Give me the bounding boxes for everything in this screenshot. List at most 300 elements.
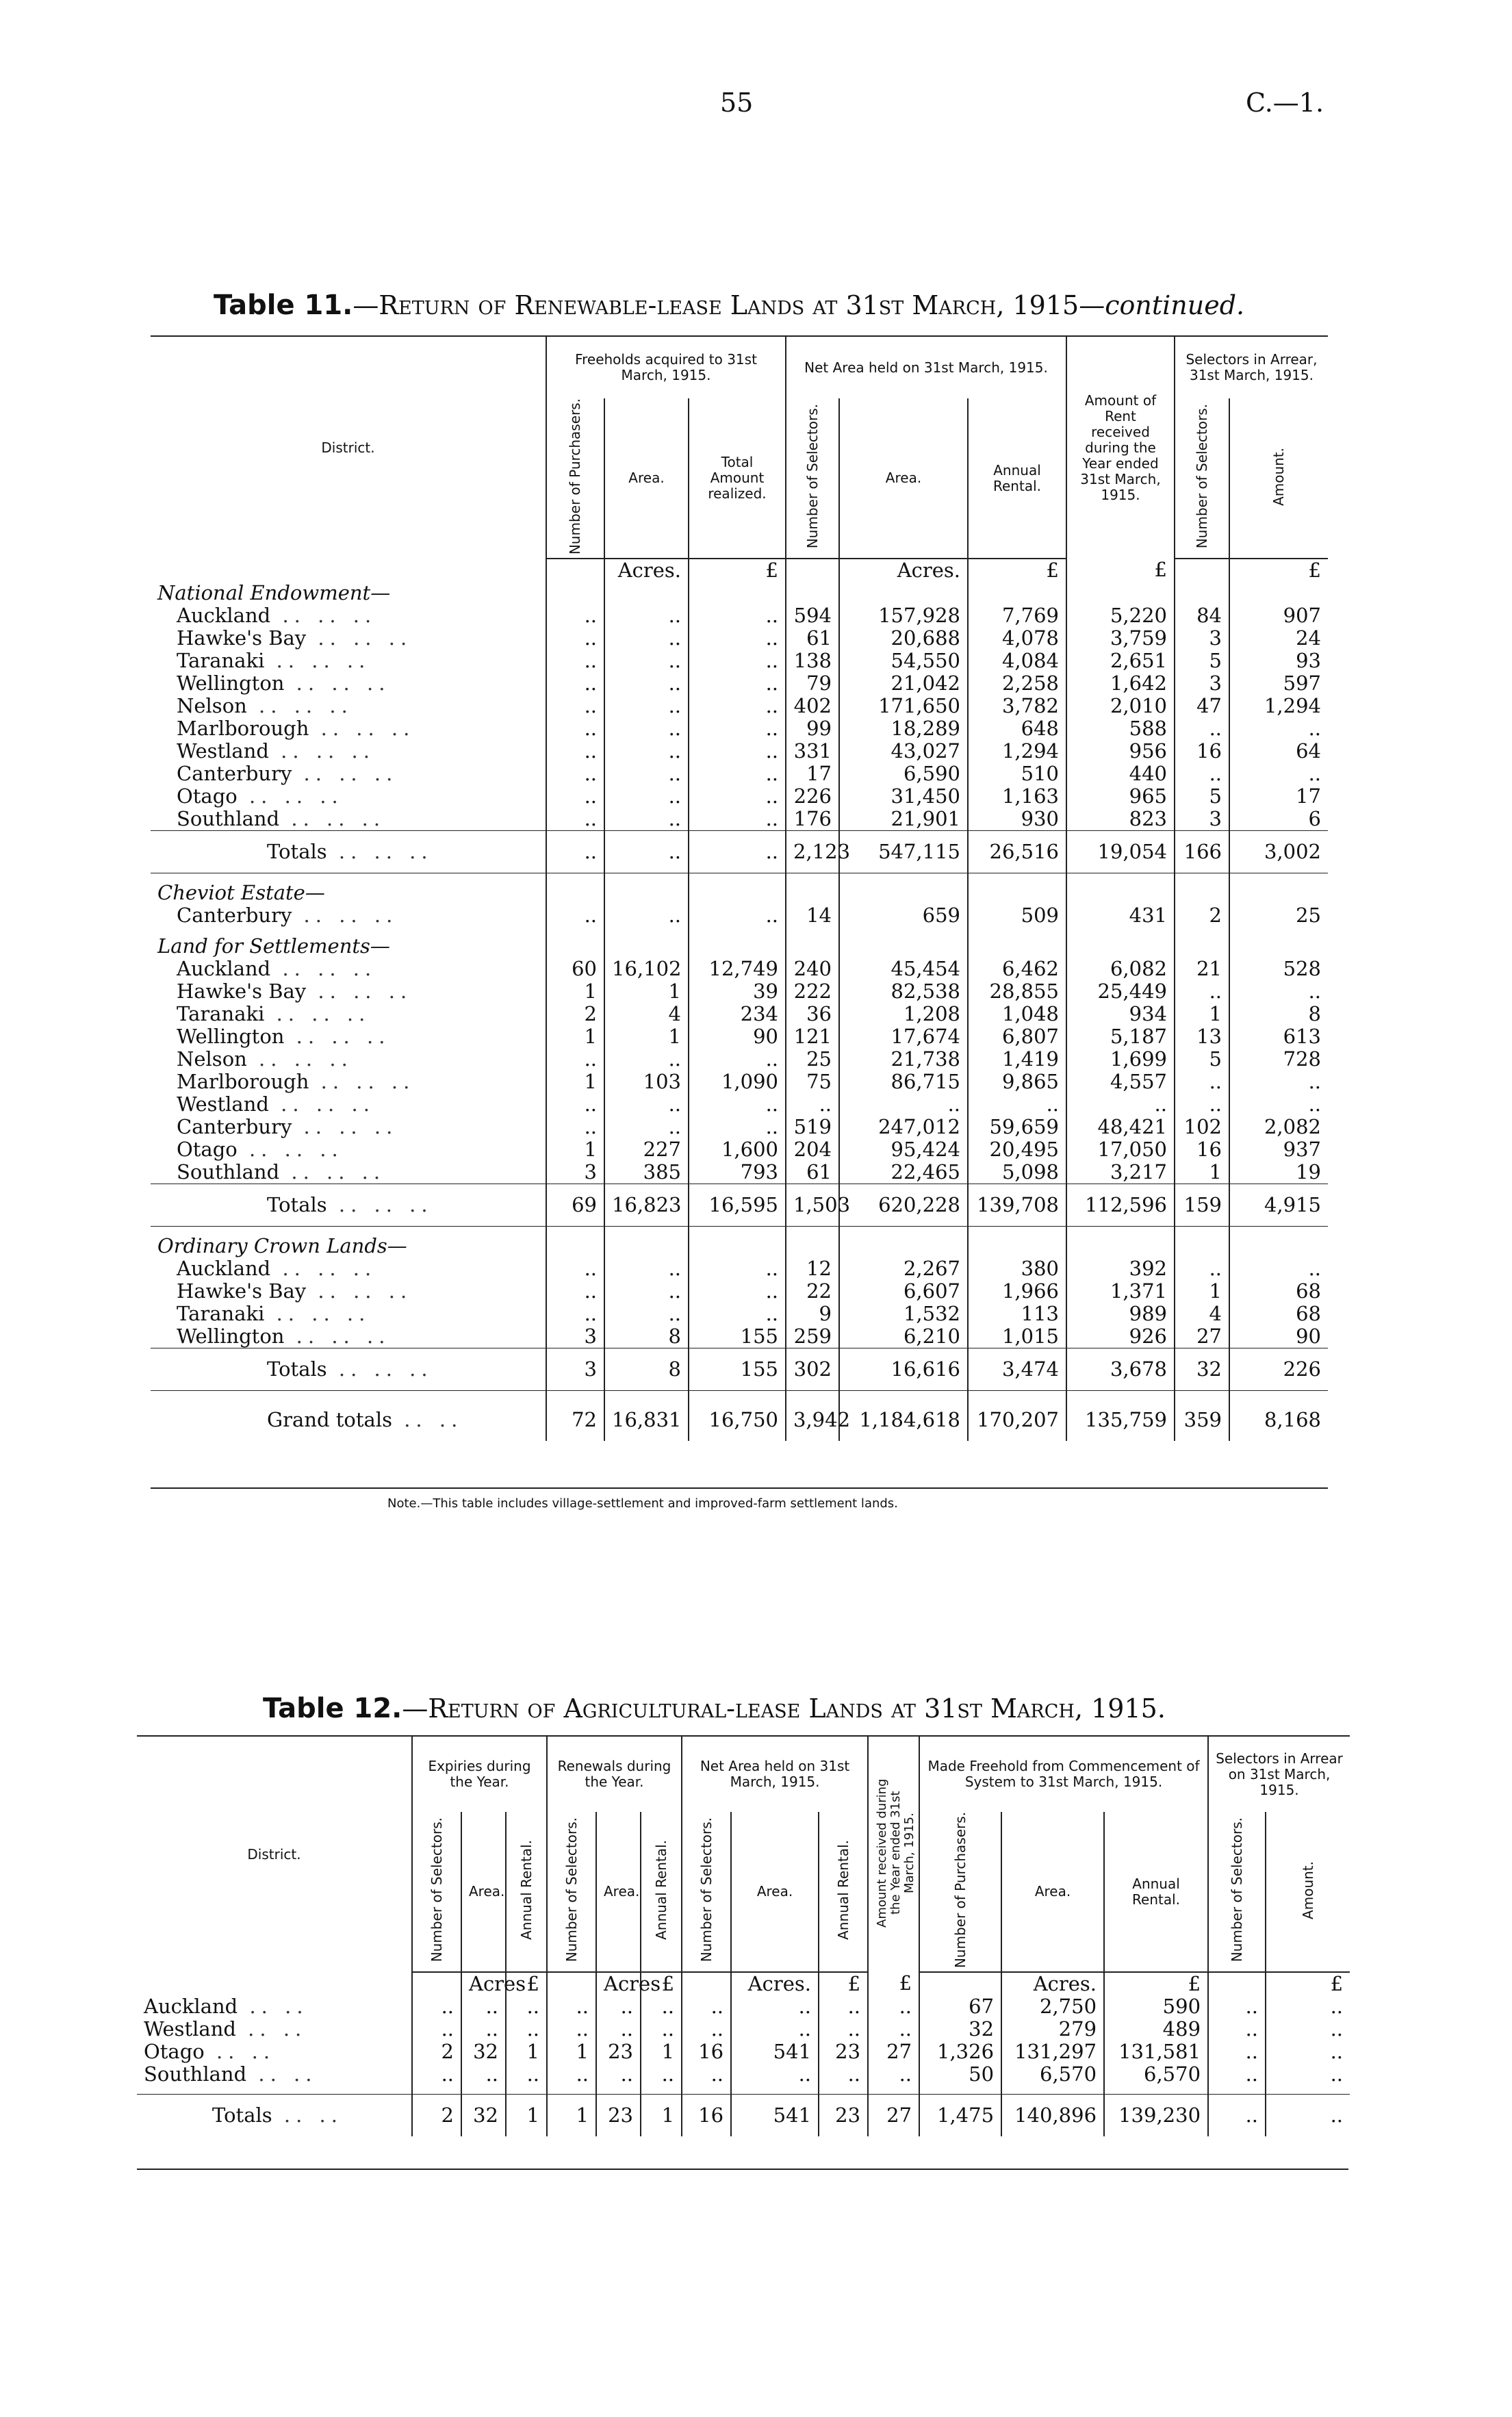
t11-cell-r: 510 [968, 763, 1066, 785]
t11-cell-ns: .. [1175, 763, 1229, 785]
t11-cell-ns: 5 [1175, 650, 1229, 672]
blank-cell [839, 1235, 968, 1257]
t12-cell-fa: 131,297 [1001, 2041, 1104, 2063]
table-11 [151, 335, 1328, 1441]
unit-blank [1175, 559, 1229, 582]
t12-header-net-rental: Annual Rental. [819, 1812, 868, 1972]
spacer-cell [1229, 927, 1328, 935]
t12-header-district: District. [247, 1845, 301, 1863]
district-name: Taranaki [177, 649, 265, 673]
t12-total-am: .. [1266, 2095, 1350, 2137]
t12-cell-rs: .. [547, 2063, 596, 2086]
page-reference: C.—1. [1246, 88, 1324, 118]
t11-cell-s: 240 [786, 958, 839, 980]
t11-cell-s: 594 [786, 604, 839, 627]
unit-blank [137, 1972, 412, 1995]
t11-grand-t: 16,750 [689, 1399, 786, 1441]
leader-dots: .. .. .. [284, 672, 391, 695]
t12-cell-ea: 32 [461, 2041, 506, 2063]
district-name: Auckland [177, 1257, 271, 1281]
district-name: Otago [177, 1138, 238, 1162]
t11-cell-p: .. [546, 627, 604, 650]
t11-cell-am: .. [1229, 1257, 1328, 1280]
t11-total-r: 3,474 [968, 1348, 1066, 1391]
district-name: Wellington [177, 1325, 285, 1348]
t11-total-na: 16,616 [839, 1348, 968, 1391]
t11-cell-s: 17 [786, 763, 839, 785]
t12-cell-rs: .. [547, 1995, 596, 2018]
t11-cell-ns: 1 [1175, 1280, 1229, 1303]
t11-cell-s: 14 [786, 904, 839, 927]
spacer-cell [546, 927, 604, 935]
t11-cell-a: 103 [604, 1071, 689, 1093]
t11-cell-a: .. [604, 695, 689, 717]
t11-cell-na: 20,688 [839, 627, 968, 650]
blank-cell [968, 1235, 1066, 1257]
unit-rv: £ [868, 1972, 919, 1995]
t11-bottom-rule [151, 1487, 1328, 1489]
t11-cell-am: 68 [1229, 1303, 1328, 1325]
t11-district [151, 672, 546, 695]
t11-total-a: .. [604, 831, 689, 873]
t11-cell-r: 113 [968, 1303, 1066, 1325]
t11-cell-t: 234 [689, 1003, 786, 1025]
spacer-cell [1175, 927, 1229, 935]
district-name: Westland [177, 739, 269, 763]
t11-cell-s: 99 [786, 717, 839, 740]
t11-district [151, 980, 546, 1003]
district-name: Canterbury [177, 904, 292, 928]
t11-cell-p: .. [546, 904, 604, 927]
unit-area2: Acres. [839, 559, 968, 582]
spacer-cell [968, 873, 1066, 882]
spacer-cell [412, 2086, 461, 2095]
t11-cell-s: 36 [786, 1003, 839, 1025]
spacer-cell [546, 1391, 604, 1400]
district-name: Totals [267, 840, 327, 864]
t11-cell-p: 3 [546, 1161, 604, 1184]
t12-total-na: 541 [731, 2095, 819, 2137]
t12-cell-fr: 489 [1104, 2018, 1208, 2041]
t11-cell-na: 171,650 [839, 695, 968, 717]
page-number: 55 [720, 88, 754, 118]
t11-cell-na: 6,210 [839, 1325, 968, 1348]
t12-cell-es: .. [412, 2063, 461, 2086]
t12-cell-fa: 2,750 [1001, 1995, 1104, 2018]
t12-cell-rrn: .. [641, 1995, 682, 2018]
t11-district [151, 1280, 546, 1303]
t11-cell-am: 17 [1229, 785, 1328, 808]
district-name: Hawke's Bay [177, 980, 307, 1003]
leader-dots: .. .. .. [306, 980, 413, 1003]
t11-cell-t: .. [689, 672, 786, 695]
leader-dots: .. .. .. [264, 1002, 371, 1026]
t11-data-row [151, 1325, 1328, 1348]
district-name: Hawke's Bay [177, 626, 307, 650]
t11-cell-a: .. [604, 1280, 689, 1303]
t12-cell-rv: .. [868, 2063, 919, 2086]
t11-district [151, 1048, 546, 1071]
t11-district [151, 808, 546, 831]
t11-cell-am: 597 [1229, 672, 1328, 695]
t12-cell-na: 541 [731, 2041, 819, 2063]
t11-cell-ns: 2 [1175, 904, 1229, 927]
t11-grand-r: 170,207 [968, 1399, 1066, 1441]
t11-cell-ns: 102 [1175, 1116, 1229, 1138]
t12-cell-er: .. [506, 2018, 547, 2041]
district-name: Marlborough [177, 717, 309, 741]
leader-dots: .. .. .. [270, 1257, 377, 1281]
spacer-cell [786, 927, 839, 935]
t11-total-s: 1,503 [786, 1184, 839, 1227]
t11-district [151, 1161, 546, 1184]
t11-district [151, 1071, 546, 1093]
t11-cell-r: 2,258 [968, 672, 1066, 695]
t11-total-p: .. [546, 831, 604, 873]
t11-cell-t: 155 [689, 1325, 786, 1348]
district-name: Totals [267, 1357, 327, 1381]
blank-cell [604, 935, 689, 958]
spacer-cell [1229, 1227, 1328, 1236]
leader-dots: .. .. .. [284, 1325, 391, 1348]
t11-cell-t: 793 [689, 1161, 786, 1184]
t11-cell-am: 19 [1229, 1161, 1328, 1184]
t11-cell-am: 6 [1229, 808, 1328, 831]
blank-cell [689, 1235, 786, 1257]
leader-dots: .. .. .. [326, 840, 433, 864]
t11-section-heading [151, 1235, 1328, 1257]
t11-cell-r: 4,078 [968, 627, 1066, 650]
t11-cell-am: 64 [1229, 740, 1328, 763]
spacer-row [137, 2086, 1350, 2095]
blank-cell [689, 582, 786, 604]
spacer-cell [868, 2086, 919, 2095]
t12-cell-rv: 27 [868, 2041, 919, 2063]
t11-cell-t: .. [689, 1280, 786, 1303]
t11-cell-na: 17,674 [839, 1025, 968, 1048]
t12-total-nr: 23 [819, 2095, 868, 2137]
t11-district [151, 1025, 546, 1048]
spacer-cell [604, 1391, 689, 1400]
t11-cell-p: 1 [546, 1071, 604, 1093]
t11-total-r: 139,708 [968, 1184, 1066, 1227]
spacer-cell [1229, 873, 1328, 882]
district-name: Taranaki [177, 1002, 265, 1026]
t12-header-ren-area: Area. [596, 1812, 641, 1972]
t12-cell-er: 1 [506, 2041, 547, 2063]
blank-cell [1229, 582, 1328, 604]
t11-cell-rr: 989 [1066, 1303, 1175, 1325]
t12-cell-fr: 590 [1104, 1995, 1208, 2018]
t11-cell-rr: 2,651 [1066, 650, 1175, 672]
t11-total-rr: 112,596 [1066, 1184, 1175, 1227]
district-name: Westland [177, 1092, 269, 1116]
t11-total-t: 155 [689, 1348, 786, 1391]
t11-district [151, 904, 546, 927]
t11-cell-am: 613 [1229, 1025, 1328, 1048]
t11-cell-p: 2 [546, 1003, 604, 1025]
t11-data-row [151, 1280, 1328, 1303]
t11-cell-rr: 5,220 [1066, 604, 1175, 627]
t12-header-exp-area: Area. [461, 1812, 506, 1972]
t11-cell-na: 54,550 [839, 650, 968, 672]
district-name: Southland [177, 1160, 280, 1184]
t11-cell-p: .. [546, 650, 604, 672]
t11-cell-am: 907 [1229, 604, 1328, 627]
t11-cell-ns: 16 [1175, 1138, 1229, 1161]
t11-cell-r: 1,294 [968, 740, 1066, 763]
unit-amt: £ [689, 559, 786, 582]
t12-total-rv: 27 [868, 2095, 919, 2137]
t11-cell-s: 79 [786, 672, 839, 695]
t12-total-fa: 140,896 [1001, 2095, 1104, 2137]
t11-cell-t: .. [689, 763, 786, 785]
t11-cell-s: 138 [786, 650, 839, 672]
t11-cell-r: 1,966 [968, 1280, 1066, 1303]
t11-section-heading [151, 935, 1328, 958]
t11-cell-t: .. [689, 717, 786, 740]
t11-cell-am: 1,294 [1229, 695, 1328, 717]
t11-grand-rr: 135,759 [1066, 1399, 1175, 1441]
t12-cell-as: .. [1208, 1995, 1266, 2018]
unit-fr: £ [1104, 1972, 1208, 1995]
blank-cell [1175, 935, 1229, 958]
t11-district [151, 1303, 546, 1325]
t12-header-arrear: Selectors in Arrear on 31st March, 1915. [1208, 1736, 1350, 1812]
t11-cell-r: 648 [968, 717, 1066, 740]
t11-cell-ns: 3 [1175, 627, 1229, 650]
t11-cell-r: 9,865 [968, 1071, 1066, 1093]
t12-header-amount-received: Amount received during the Year ended 31st March, 1915. [868, 1736, 919, 1972]
table-11-continued: —continued. [1079, 290, 1245, 320]
t11-cell-r: .. [968, 1093, 1066, 1116]
t11-total-p: 69 [546, 1184, 604, 1227]
t11-cell-t: .. [689, 1257, 786, 1280]
t12-totals-row [137, 2095, 1350, 2137]
t11-totals-label [151, 1348, 546, 1391]
spacer-cell [839, 1227, 968, 1236]
t11-cell-na: 247,012 [839, 1116, 968, 1138]
blank-cell [546, 582, 604, 604]
t11-data-row [151, 604, 1328, 627]
t11-cell-a: .. [604, 740, 689, 763]
t12-total-er: 1 [506, 2095, 547, 2137]
blank-cell [604, 1235, 689, 1257]
t11-data-row [151, 1071, 1328, 1093]
t12-data-row [137, 2041, 1350, 2063]
t11-district [151, 1093, 546, 1116]
t11-data-row [151, 980, 1328, 1003]
t12-total-as: .. [1208, 2095, 1266, 2137]
t11-total-ns: 159 [1175, 1184, 1229, 1227]
district-name: Canterbury [177, 1115, 292, 1139]
t12-cell-rv: .. [868, 1995, 919, 2018]
spacer-cell [689, 1391, 786, 1400]
t12-total-fp: 1,475 [919, 2095, 1001, 2137]
leader-dots: .. .. .. [309, 717, 415, 741]
t11-totals-row [151, 831, 1328, 873]
t11-cell-ns: 3 [1175, 672, 1229, 695]
t11-cell-ns: 84 [1175, 604, 1229, 627]
blank-cell [786, 1235, 839, 1257]
blank-cell [968, 582, 1066, 604]
t11-cell-a: .. [604, 904, 689, 927]
t11-data-row [151, 672, 1328, 695]
spacer-cell [546, 1227, 604, 1236]
spacer-cell [1001, 2086, 1104, 2095]
leader-dots: .. .. .. [292, 762, 398, 786]
t11-cell-p: 1 [546, 1138, 604, 1161]
spacer-cell [604, 1227, 689, 1236]
unit-na: Acres. [731, 1972, 819, 1995]
t11-cell-a: 16,102 [604, 958, 689, 980]
t11-cell-r: 1,163 [968, 785, 1066, 808]
blank-cell [786, 935, 839, 958]
spacer-cell [546, 873, 604, 882]
t11-cell-s: 222 [786, 980, 839, 1003]
t11-header-num-selectors: Number of Selectors. [786, 398, 839, 559]
t11-cell-na: 82,538 [839, 980, 968, 1003]
t11-header-district: District. [321, 439, 375, 456]
t11-cell-p: .. [546, 785, 604, 808]
unit-es [412, 1972, 461, 1995]
spacer-cell [1066, 1391, 1175, 1400]
spacer-cell [604, 927, 689, 935]
spacer-row [151, 873, 1328, 882]
t11-data-row [151, 740, 1328, 763]
t11-total-a: 16,823 [604, 1184, 689, 1227]
spacer-cell [604, 873, 689, 882]
leader-dots: .. .. .. [237, 1138, 344, 1162]
t11-cell-ns: 5 [1175, 785, 1229, 808]
spacer-cell [151, 1391, 546, 1400]
t12-cell-nr: .. [819, 1995, 868, 2018]
spacer-cell [641, 2086, 682, 2095]
blank-cell [1229, 882, 1328, 904]
t12-cell-rv: .. [868, 2018, 919, 2041]
t11-cell-rr: 6,082 [1066, 958, 1175, 980]
t11-cell-rr: 25,449 [1066, 980, 1175, 1003]
t11-cell-p: .. [546, 717, 604, 740]
unit-rent: £ [1066, 559, 1175, 582]
t12-cell-nr: 23 [819, 2041, 868, 2063]
t11-total-a: 8 [604, 1348, 689, 1391]
t11-district [151, 627, 546, 650]
t11-cell-na: 31,450 [839, 785, 968, 808]
t11-cell-na: 659 [839, 904, 968, 927]
t11-district [151, 1257, 546, 1280]
leader-dots: .. .. .. [270, 604, 377, 628]
blank-cell [1175, 1235, 1229, 1257]
blank-cell [546, 882, 604, 904]
t12-data-row [137, 1995, 1350, 2018]
t11-cell-am: 528 [1229, 958, 1328, 980]
district-name: Southland [177, 807, 280, 831]
t12-cell-ns: .. [682, 2063, 731, 2086]
t11-cell-a: 385 [604, 1161, 689, 1184]
t12-cell-ns: 16 [682, 2041, 731, 2063]
t12-header-exp-rental: Annual Rental. [506, 1812, 547, 1972]
t11-data-row [151, 1048, 1328, 1071]
t11-cell-rr: 5,187 [1066, 1025, 1175, 1048]
t11-cell-rr: 1,699 [1066, 1048, 1175, 1071]
t11-cell-rr: 934 [1066, 1003, 1175, 1025]
leader-dots: .. .. .. [279, 807, 386, 831]
spacer-cell [968, 1391, 1066, 1400]
unit-fp [919, 1972, 1001, 1995]
t11-totals-row [151, 1184, 1328, 1227]
unit-ns [682, 1972, 731, 1995]
spacer-cell [1104, 2086, 1208, 2095]
blank-cell [968, 882, 1066, 904]
t11-cell-s: 204 [786, 1138, 839, 1161]
leader-dots: .. .. .. [309, 1070, 415, 1094]
table-11-label: Table 11. [214, 290, 353, 321]
t11-cell-a: .. [604, 1048, 689, 1071]
t11-cell-s: 226 [786, 785, 839, 808]
t12-cell-rrn: 1 [641, 2041, 682, 2063]
t11-cell-p: .. [546, 740, 604, 763]
t11-district [151, 604, 546, 627]
district-name: Auckland [177, 604, 271, 628]
t11-cell-ns: .. [1175, 1093, 1229, 1116]
leader-dots: .. .. [238, 1995, 309, 2019]
t12-cell-nr: .. [819, 2018, 868, 2041]
t11-cell-s: 176 [786, 808, 839, 831]
t11-district [151, 785, 546, 808]
t12-cell-rrn: .. [641, 2018, 682, 2041]
spacer-cell [682, 2086, 731, 2095]
t11-total-t: 16,595 [689, 1184, 786, 1227]
t11-total-am: 226 [1229, 1348, 1328, 1391]
t11-cell-ns: 4 [1175, 1303, 1229, 1325]
t12-cell-as: .. [1208, 2018, 1266, 2041]
t11-note: Note.—This table includes village-settlement and improved-farm settlement lands. [387, 1496, 898, 1511]
t12-header-ren-rental: Annual Rental. [641, 1812, 682, 1972]
t11-district [151, 650, 546, 672]
t12-cell-rs: 1 [547, 2041, 596, 2063]
t11-cell-p: .. [546, 1257, 604, 1280]
t11-total-ns: 32 [1175, 1348, 1229, 1391]
spacer-cell [1229, 1391, 1328, 1400]
blank-cell [786, 882, 839, 904]
t12-header-renewals: Renewals during the Year. [547, 1736, 682, 1812]
leader-dots: .. .. .. [268, 1092, 375, 1116]
district-name: Totals [212, 2103, 272, 2127]
t11-cell-r: 59,659 [968, 1116, 1066, 1138]
unit-as [1208, 1972, 1266, 1995]
t11-cell-p: .. [546, 1303, 604, 1325]
t12-district [137, 2041, 412, 2063]
unit-am: £ [1266, 1972, 1350, 1995]
spacer-cell [839, 873, 968, 882]
table-12-heading: —Return of Agricultural-lease Lands at 31st March, 1915. [402, 1693, 1166, 1724]
t11-cell-p: .. [546, 695, 604, 717]
t11-district [151, 717, 546, 740]
spacer-cell [1208, 2086, 1266, 2095]
t12-cell-am: .. [1266, 2018, 1350, 2041]
blank-cell [1175, 882, 1229, 904]
leader-dots: .. .. [392, 1408, 463, 1432]
t12-cell-ra: .. [596, 1995, 641, 2018]
t11-totals-label [151, 1184, 546, 1227]
t12-units-row [137, 1972, 1350, 1995]
spacer-cell [839, 1391, 968, 1400]
t11-cell-na: .. [839, 1093, 968, 1116]
t11-cell-rr: 956 [1066, 740, 1175, 763]
t11-cell-a: .. [604, 717, 689, 740]
t12-cell-es: .. [412, 2018, 461, 2041]
